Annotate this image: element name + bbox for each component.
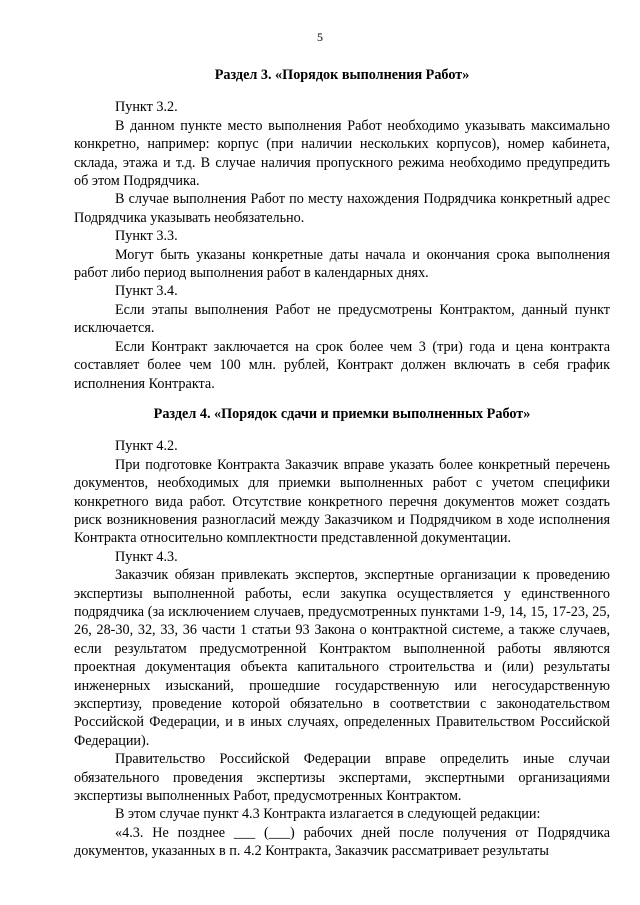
- paragraph: Правительство Российской Федерации вправе определить иные случаи обязательного проведения экспертизы экспертами, экспертными организациями экспертизы выполненных Работ, предусмотренных Контрактом.: [74, 751, 610, 805]
- paragraph: В данном пункте место выполнения Работ необходимо указывать максимально конкретно, например: корпус (при наличии нескольких корпусов), номер кабинета, склада, этажа и т.д. В случае наличия пропускного режима необходимо предупредить об этом Подрядчика.: [74, 117, 610, 190]
- paragraph: При подготовке Контракта Заказчик вправе указать более конкретный перечень документов, необходимых для приемки выполненных работ с учетом специфики конкретного вида работ. Отсутствие конкретного перечня документов может создать риск возникновения разногласий между Заказчиком и Подрядчиком в ходе исполнения Контракта относительно комплектности представленной документации.: [74, 456, 610, 547]
- clause-4-3-label: Пункт 4.3.: [115, 548, 178, 565]
- page-number: 5: [317, 30, 323, 44]
- section-3-title: Раздел 3. «Порядок выполнения Работ»: [214, 67, 470, 83]
- section-4-title: Раздел 4. «Порядок сдачи и приемки выполненных Работ»: [153, 405, 531, 422]
- clause-3-3-label: Пункт 3.3.: [115, 228, 178, 245]
- paragraph: В случае выполнения Работ по месту нахождения Подрядчика конкретный адрес Подрядчика указывать необязательно.: [74, 191, 610, 226]
- paragraph: В этом случае пункт 4.3 Контракта излагается в следующей редакции:: [115, 806, 541, 823]
- paragraph: Могут быть указаны конкретные даты начала и окончания срока выполнения работ либо период выполнения работ в календарных днях.: [74, 246, 610, 282]
- clause-3-2-label: Пункт 3.2.: [115, 99, 178, 116]
- paragraph: Если этапы выполнения Работ не предусмотрены Контрактом, данный пункт исключается.: [74, 301, 610, 337]
- paragraph: Заказчик обязан привлекать экспертов, экспертные организации к проведению экспертизы выполненной работы, если закупка осуществляется у единственного подрядчика (за исключением случаев, предусмотренных пунктами 1-9, 14, 15, 17-23, 25, 26, 28-30, 32, 33, 36 части 1 статьи 93 Закона о контрактной системе, а также случаев, если результатом предусмотренной Контрактом выполненной работы являются проектная документация объекта капитального строительства и (или) результаты инженерных изысканий, прошедшие государственную или негосударственную экспертизу, проведение которой обязательно в соответствии с законодательством Российской Федерации, и в иных случаях, определенных Правительством Российской Федерации).: [74, 567, 610, 749]
- clause-4-2-label: Пункт 4.2.: [115, 438, 178, 455]
- paragraph: «4.3. Не позднее ___ (___) рабочих дней после получения от Подрядчика документов, указанных в п. 4.2 Контракта, Заказчик рассматривает результаты: [74, 824, 610, 860]
- clause-3-4-label: Пункт 3.4.: [115, 283, 178, 300]
- paragraph: Если Контракт заключается на срок более чем 3 (три) года и цена контракта составляет более чем 100 млн. рублей, Контракт должен включать в себя график исполнения Контракта.: [74, 338, 610, 392]
- page-content: [74, 66, 610, 861]
